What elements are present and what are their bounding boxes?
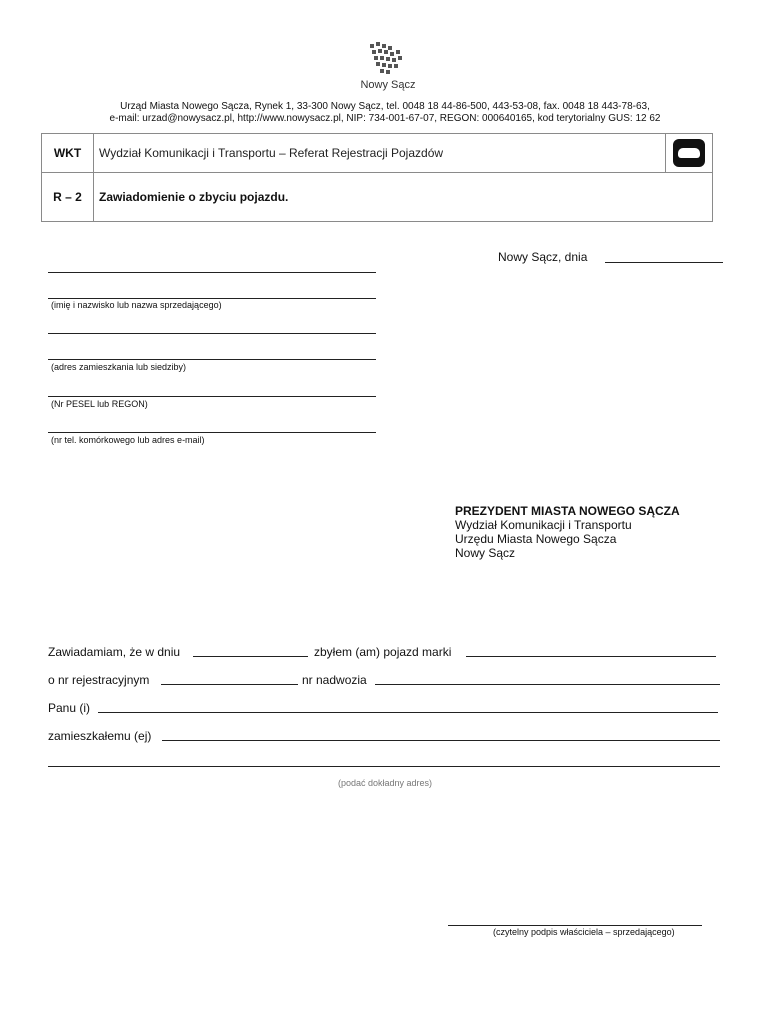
buyer-name-field[interactable] [98,712,718,713]
registration-number-field[interactable] [161,684,298,685]
addressee-office: Urzędu Miasta Nowego Sącza [455,532,617,546]
vehicle-make-field[interactable] [466,656,716,657]
vin-label: nr nadwozia [302,673,367,687]
sale-date-field[interactable] [193,656,308,657]
seller-name-caption: (imię i nazwisko lub nazwa sprzedającego) [51,300,222,310]
seller-contact-caption: (nr tel. komórkowego lub adres e-mail) [51,435,205,445]
office-contact-line: e-mail: urzad@nowysacz.pl, http://www.nowysacz.pl, NIP: 734-001-67-07, REGON: 000640165, kod terytorialny GUS: 12 62 [109,113,661,124]
registration-label: o nr rejestracyjnym [48,673,150,687]
seller-id-line[interactable] [48,396,376,397]
seller-address-caption: (adres zamieszkania lub siedziby) [51,362,187,372]
form-code: R – 2 [42,173,94,222]
date-label: Nowy Sącz, dnia [498,250,588,264]
logo-text: Nowy Sącz [360,79,416,91]
seller-contact-line[interactable] [48,432,376,433]
addressee-title: PREZYDENT MIASTA NOWEGO SĄCZA [455,504,680,518]
vin-field[interactable] [375,684,720,685]
statement-date-label: Zawiadamiam, że w dniu [48,645,181,659]
form-header-table [41,133,713,222]
buyer-address-label: zamieszkałemu (ej) [48,729,152,743]
dept-code: WKT [42,134,94,173]
address-caption: (podać dokładny adres) [337,778,433,788]
car-icon [673,139,705,167]
addressee-block [455,504,680,560]
signature-caption: (czytelny podpis właściciela – sprzedającego) [493,927,675,937]
office-address-line: Urząd Miasta Nowego Sącza, Rynek 1, 33-300 Nowy Sącz, tel. 0048 18 44-86-500, 443-53-08, fax. 0048 18 443-78-63, [120,101,650,112]
date-field[interactable] [605,262,723,263]
signature-line[interactable] [448,925,702,926]
seller-address-line-2[interactable] [48,359,376,360]
seller-name-line-2[interactable] [48,298,376,299]
buyer-label: Panu (i) [48,701,91,715]
addressee-dept: Wydział Komunikacji i Transportu [455,518,632,532]
dept-icon-cell [666,134,713,173]
seller-name-line-1[interactable] [48,272,376,273]
buyer-address-field-1[interactable] [162,740,720,741]
seller-id-caption: (Nr PESEL lub REGON) [51,399,148,409]
addressee-city: Nowy Sącz [455,546,516,560]
seller-address-line-1[interactable] [48,333,376,334]
statement-make-label: zbyłem (am) pojazd marki [314,645,452,659]
form-title: Zawiadomienie o zbyciu pojazdu. [94,173,713,222]
dept-name: Wydział Komunikacji i Transportu – Referat Rejestracji Pojazdów [94,134,666,173]
buyer-address-field-2[interactable] [48,766,720,767]
